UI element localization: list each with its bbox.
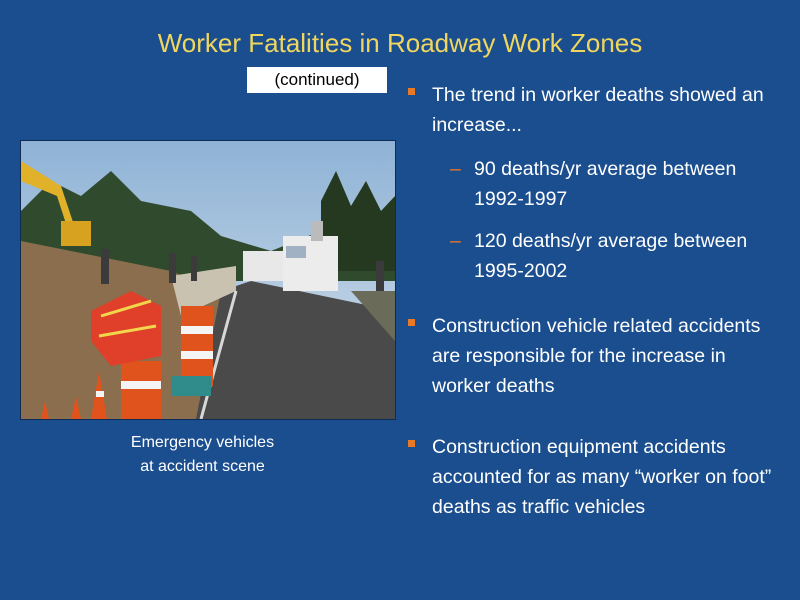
- dash-icon: –: [450, 230, 461, 252]
- bullet-square-icon: [408, 440, 415, 447]
- sub-bullet-text: 90 deaths/yr average between 1992-1997: [474, 158, 737, 210]
- slide-title: Worker Fatalities in Roadway Work Zones: [157, 28, 643, 58]
- bullet-text: The trend in worker deaths showed an increase...: [432, 84, 764, 136]
- bullet-item: [408, 311, 788, 401]
- sub-bullet-text: 120 deaths/yr average between 1995-2002: [474, 230, 748, 282]
- bullet-square-icon: [408, 319, 415, 326]
- sub-bullet-item: [450, 154, 780, 214]
- caption-line-1: Emergency vehicles: [130, 434, 275, 451]
- continued-label: (continued): [247, 67, 387, 93]
- bullet-text: Construction vehicle related accidents are responsible for the increase in worker deaths: [432, 315, 761, 397]
- caption-line-2: at accident scene: [140, 458, 265, 475]
- bullet-text: Construction equipment accidents accounted for as many “worker on foot” deaths as traffic vehicles: [432, 436, 772, 518]
- sub-bullet-item: [450, 226, 780, 286]
- photo-caption: [110, 431, 295, 479]
- accident-scene-photo: [20, 140, 396, 420]
- bullet-item: [408, 80, 788, 140]
- bullet-item: [408, 432, 788, 522]
- bullet-square-icon: [408, 88, 415, 95]
- dash-icon: –: [450, 158, 461, 180]
